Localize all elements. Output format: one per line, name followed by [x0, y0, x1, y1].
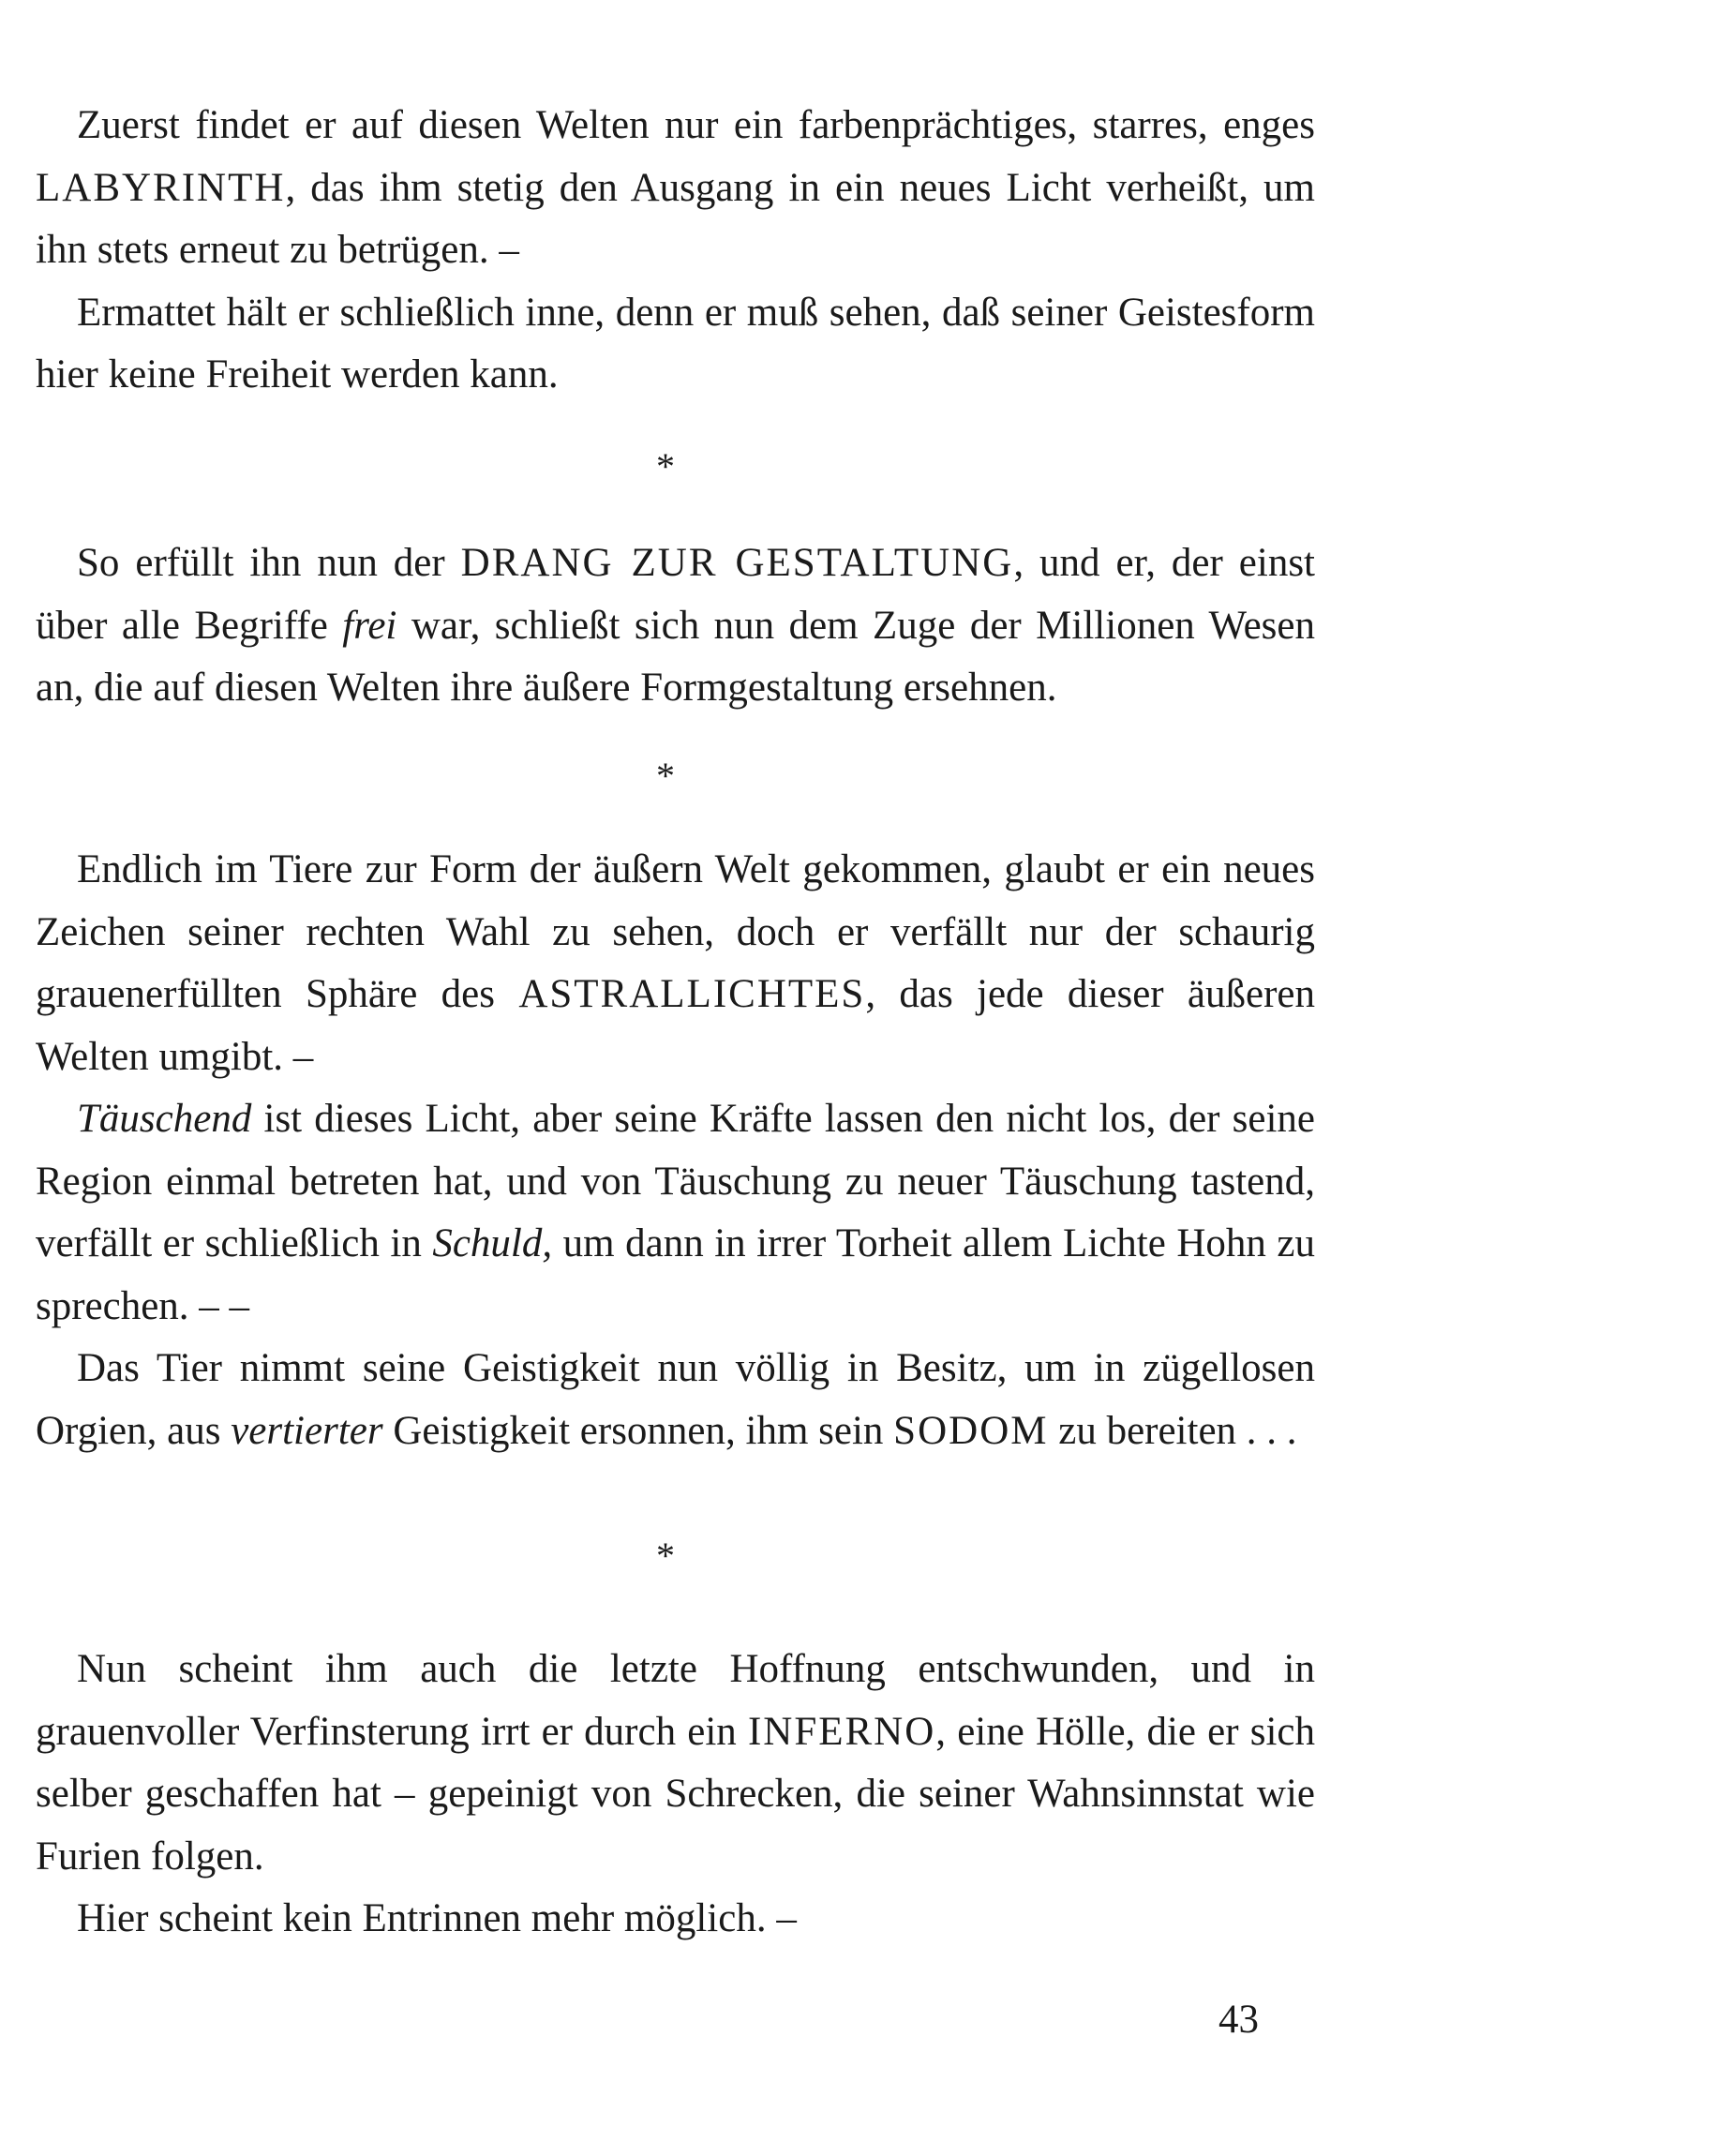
paragraph-text: zu bereiten . . . [1048, 1408, 1297, 1453]
keyword-sodom: SODOM [893, 1408, 1049, 1453]
paragraph-text: , das jede dieser äußeren Welten umgibt. – [36, 972, 1315, 1079]
paragraph-endlich [36, 839, 1315, 1088]
paragraph-text: Das Tier nimmt seine Geistigkeit nun völlig in Besitz, um in zügellosen Orgien, aus [36, 1346, 1315, 1453]
paragraph-nun-scheint [36, 1639, 1315, 1888]
paragraph-text: ist dieses Licht, aber seine Kräfte lassen den nicht los, der seine Region einmal betreten hat, und von Täuschung zu neuer Täuschung tastend, verfällt er schließlich in [36, 1097, 1315, 1265]
emphasis-tauschend: Täuschend [77, 1097, 252, 1141]
paragraph-text: Hier scheint kein Entrinnen mehr möglich. – [77, 1896, 797, 1940]
paragraph-tauschend [36, 1088, 1315, 1338]
text-block-labyrinth [36, 95, 1315, 407]
paragraph-text: Nun scheint ihm auch die letzte Hoffnung entschwunden, und in grauenvoller Verfinsterung irrt er durch ein [36, 1647, 1315, 1754]
emphasis-frei: frei [342, 603, 397, 648]
paragraph-hier-scheint [36, 1888, 1315, 1951]
paragraph-text: , und er, der einst über alle Begriffe [36, 541, 1315, 648]
text-block-inferno [36, 1639, 1315, 1951]
paragraph-text: Zuerst findet er auf diesen Welten nur ein farbenprächtiges, starres, enges [77, 103, 1315, 147]
paragraph-text: Endlich im Tiere zur Form der äußern Welt gekommen, glaubt er ein neues Zeichen seiner rechten Wahl zu sehen, doch er verfällt nur der schaurig grauenerfüllten Sphäre des [36, 847, 1315, 1016]
paragraph-text: , das ihm stetig den Ausgang in ein neues Licht verheißt, um ihn stets erneut zu betrügen. – [36, 165, 1315, 272]
paragraph-ermattet [36, 282, 1315, 407]
paragraph-text: , eine Hölle, die er sich selber geschaffen hat – gepeinigt von Schrecken, die seiner Wahnsinnstat wie Furien folgen. [36, 1709, 1315, 1879]
keyword-drang-zur-gestaltung: DRANG ZUR GESTALTUNG [460, 541, 1014, 585]
paragraph-text: So erfüllt ihn nun der [77, 541, 461, 585]
section-separator-3: * [656, 1535, 675, 1577]
keyword-inferno: INFERNO [747, 1709, 936, 1754]
emphasis-schuld: Schuld, [432, 1221, 553, 1265]
emphasis-vertierter: vertierter [231, 1408, 383, 1453]
paragraph-labyrinth [36, 95, 1315, 282]
paragraph-das-tier [36, 1338, 1315, 1462]
paragraph-text: war, schließt sich nun dem Zuge der Millionen Wesen an, die auf diesen Welten ihre äußere Formgestaltung ersehnen. [36, 603, 1315, 710]
text-block-astrallicht [36, 839, 1315, 1462]
paragraph-text: um dann in irrer Torheit allem Lichte Hohn zu sprechen. – – [36, 1221, 1315, 1328]
paragraph-drang [36, 532, 1315, 720]
paragraph-text: Geistigkeit ersonnen, ihm sein [382, 1408, 894, 1453]
page-number: 43 [1218, 1998, 1259, 2042]
keyword-astrallichtes: ASTRALLICHTES [518, 972, 866, 1016]
keyword-labyrinth: LABYRINTH [36, 165, 286, 210]
text-block-drang [36, 532, 1315, 720]
section-separator-2: * [656, 755, 675, 797]
paragraph-text: Ermattet hält er schließlich inne, denn er muß sehen, daß seiner Geistesform hier keine Freiheit werden kann. [36, 290, 1315, 397]
section-separator-1: * [656, 445, 675, 487]
